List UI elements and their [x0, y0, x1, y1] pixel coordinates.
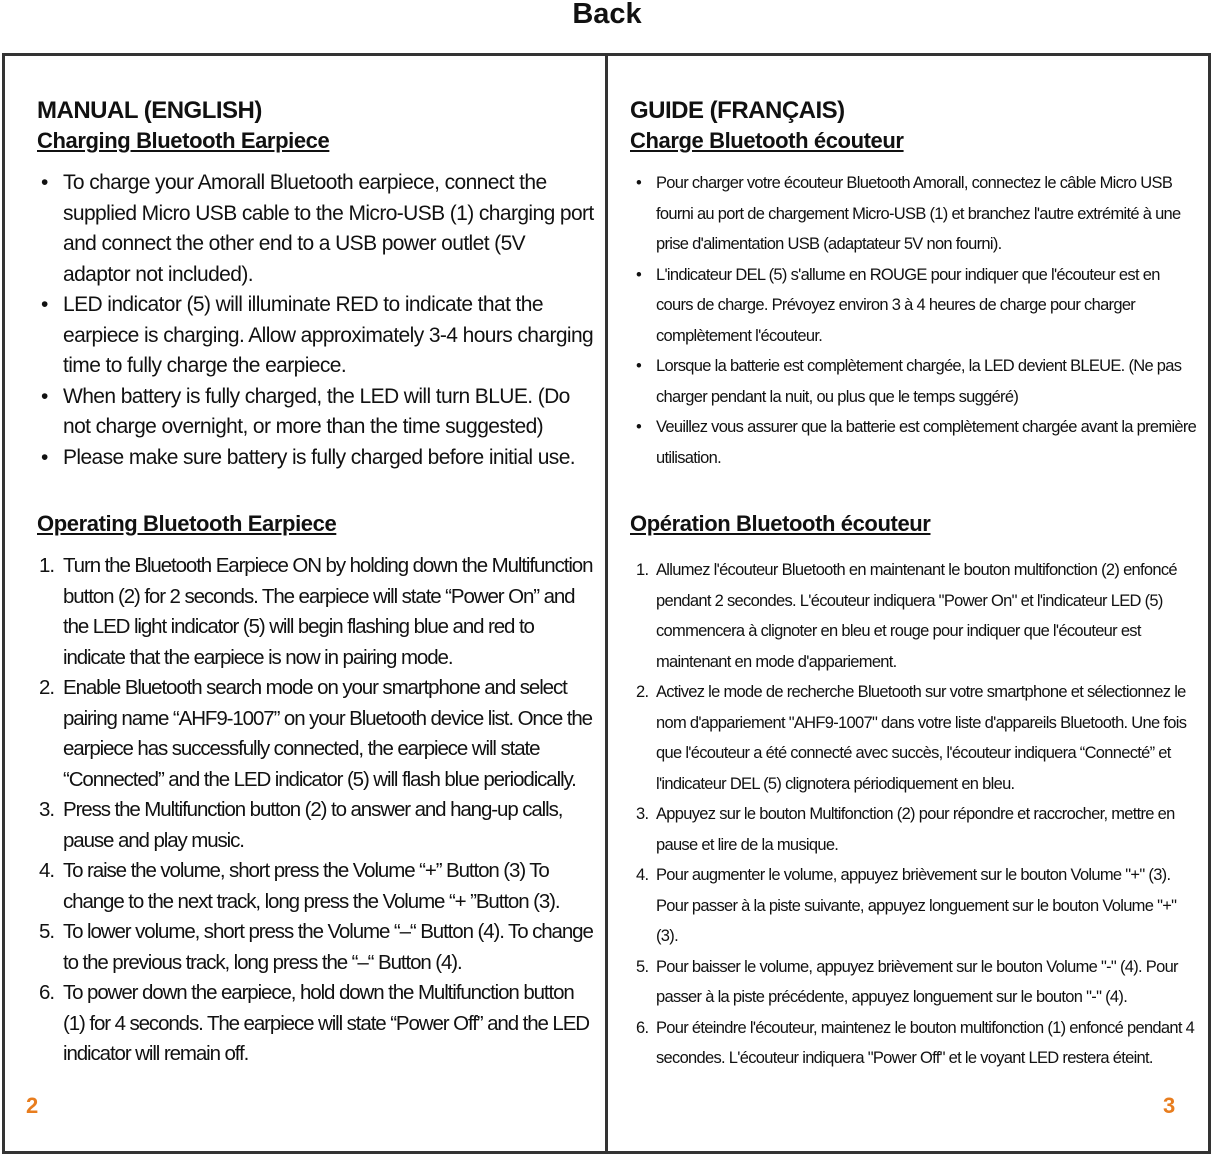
english-operating-heading: Operating Bluetooth Earpiece: [37, 511, 337, 536]
list-item: Appuyez sur le bouton Multifonction (2) pour répondre et raccrocher, mettre en pause et lire de la musique.: [656, 805, 1175, 854]
english-charging-list: [37, 168, 595, 473]
list-item: • L'indicateur DEL (5) s'allume en ROUGE pour indiquer que l'écouteur est en cours de charge. Prévoyez environ 3 à 4 heures de charge pour charger complètement l'écouteur.: [656, 260, 1200, 352]
list-item: Enable Bluetooth search mode on your smartphone and select pairing name “AHF9-1007” on your Bluetooth device list. Once the earpiece has successfully connected, the earpiece will state “Connected” and the LED indicator (5) will flash blue periodically.: [63, 676, 592, 791]
french-operating-list: [630, 555, 1200, 1074]
list-item: • LED indicator (5) will illuminate RED to indicate that the earpiece is charging. Allow approximately 3-4 hours charging time to fully charge the earpiece.: [63, 290, 595, 382]
list-item: To raise the volume, short press the Volume “+” Button (3) To change to the next track, long press the Volume “+ ”Button (3).: [63, 859, 560, 913]
list-item: Press the Multifunction button (2) to answer and hang-up calls, pause and play music.: [63, 798, 563, 852]
list-item: To lower volume, short press the Volume “–“ Button (4). To change to the previous track, long press the “–“ Button (4).: [63, 920, 593, 974]
list-item: Allumez l'écouteur Bluetooth en maintenant le bouton multifonction (2) enfoncé pendant 2 secondes. L'écouteur indiquera "Power On" et l'indicateur LED (5) commencera à clignoter en bleu et rouge pour indiquer que l'écouteur est maintenant en mode d'appariement.: [656, 561, 1177, 671]
list-item: Activez le mode de recherche Bluetooth sur votre smartphone et sélectionnez le nom d'appariement "AHF9-1007" dans votre liste d'appareils Bluetooth. Une fois que l'écouteur a été connecté avec succès, l'écouteur indiquera “Connecté” et l'indicateur DEL (5) clignotera périodiquement en bleu.: [656, 683, 1187, 793]
list-item: • When battery is fully charged, the LED will turn BLUE. (Do not charge overnight, or more than the time suggested): [63, 382, 595, 443]
list-item: Pour augmenter le volume, appuyez brièvement sur le bouton Volume "+" (3). Pour passer à la piste suivante, appuyez longuement sur le bouton Volume "+" (3).: [656, 866, 1177, 945]
list-item: • Veuillez vous assurer que la batterie est complètement chargée avant la première utilisation.: [656, 412, 1200, 473]
french-page: [608, 56, 1208, 1074]
page-header-title: Back: [572, 0, 642, 30]
french-operating-heading: Opération Bluetooth écouteur: [630, 511, 931, 536]
list-item: • Lorsque la batterie est complètement chargée, la LED devient BLEUE. (Ne pas charger pendant la nuit, ou plus que le temps suggéré): [656, 351, 1200, 412]
list-item: • Pour charger votre écouteur Bluetooth Amorall, connectez le câble Micro USB fourni au port de chargement Micro-USB (1) et branchez l'autre extrémité à une prise d'alimentation USB (adaptateur 5V non fourni).: [656, 168, 1200, 260]
list-item: Pour baisser le volume, appuyez brièvement sur le bouton Volume "-" (4). Pour passer à la piste précédente, appuyez longuement sur le bouton "-" (4).: [656, 957, 1178, 1006]
english-operating-list: [37, 551, 595, 1070]
list-item: To power down the earpiece, hold down the Multifunction button (1) for 4 seconds. The earpiece will state “Power Off” and the LED indicator will remain off.: [63, 981, 589, 1065]
list-item: • Please make sure battery is fully charged before initial use.: [63, 443, 595, 474]
list-item: Pour éteindre l'écouteur, maintenez le bouton multifonction (1) enfoncé pendant 4 secondes. L'écouteur indiquera "Power Off" et le voyant LED restera éteint.: [656, 1018, 1195, 1067]
list-item: • To charge your Amorall Bluetooth earpiece, connect the supplied Micro USB cable to the Micro-USB (1) charging port and connect the other end to a USB power outlet (5V adaptor not included).: [63, 168, 595, 290]
french-charging-list: [630, 168, 1200, 473]
french-guide-title: GUIDE (FRANÇAIS): [630, 97, 845, 124]
list-item: Turn the Bluetooth Earpiece ON by holding down the Multifunction button (2) for 2 seconds. The earpiece will state “Power On” and the LED light indicator (5) will begin flashing blue and red to indicate that the earpiece is now in pairing mode.: [63, 554, 593, 669]
page-number-right: 3: [1163, 1093, 1176, 1118]
english-manual-title: MANUAL (ENGLISH): [37, 97, 262, 124]
french-charging-heading: Charge Bluetooth écouteur: [630, 128, 904, 153]
page-number-left: 2: [26, 1093, 39, 1118]
english-charging-heading: Charging Bluetooth Earpiece: [37, 128, 330, 153]
english-page: [5, 56, 605, 1070]
